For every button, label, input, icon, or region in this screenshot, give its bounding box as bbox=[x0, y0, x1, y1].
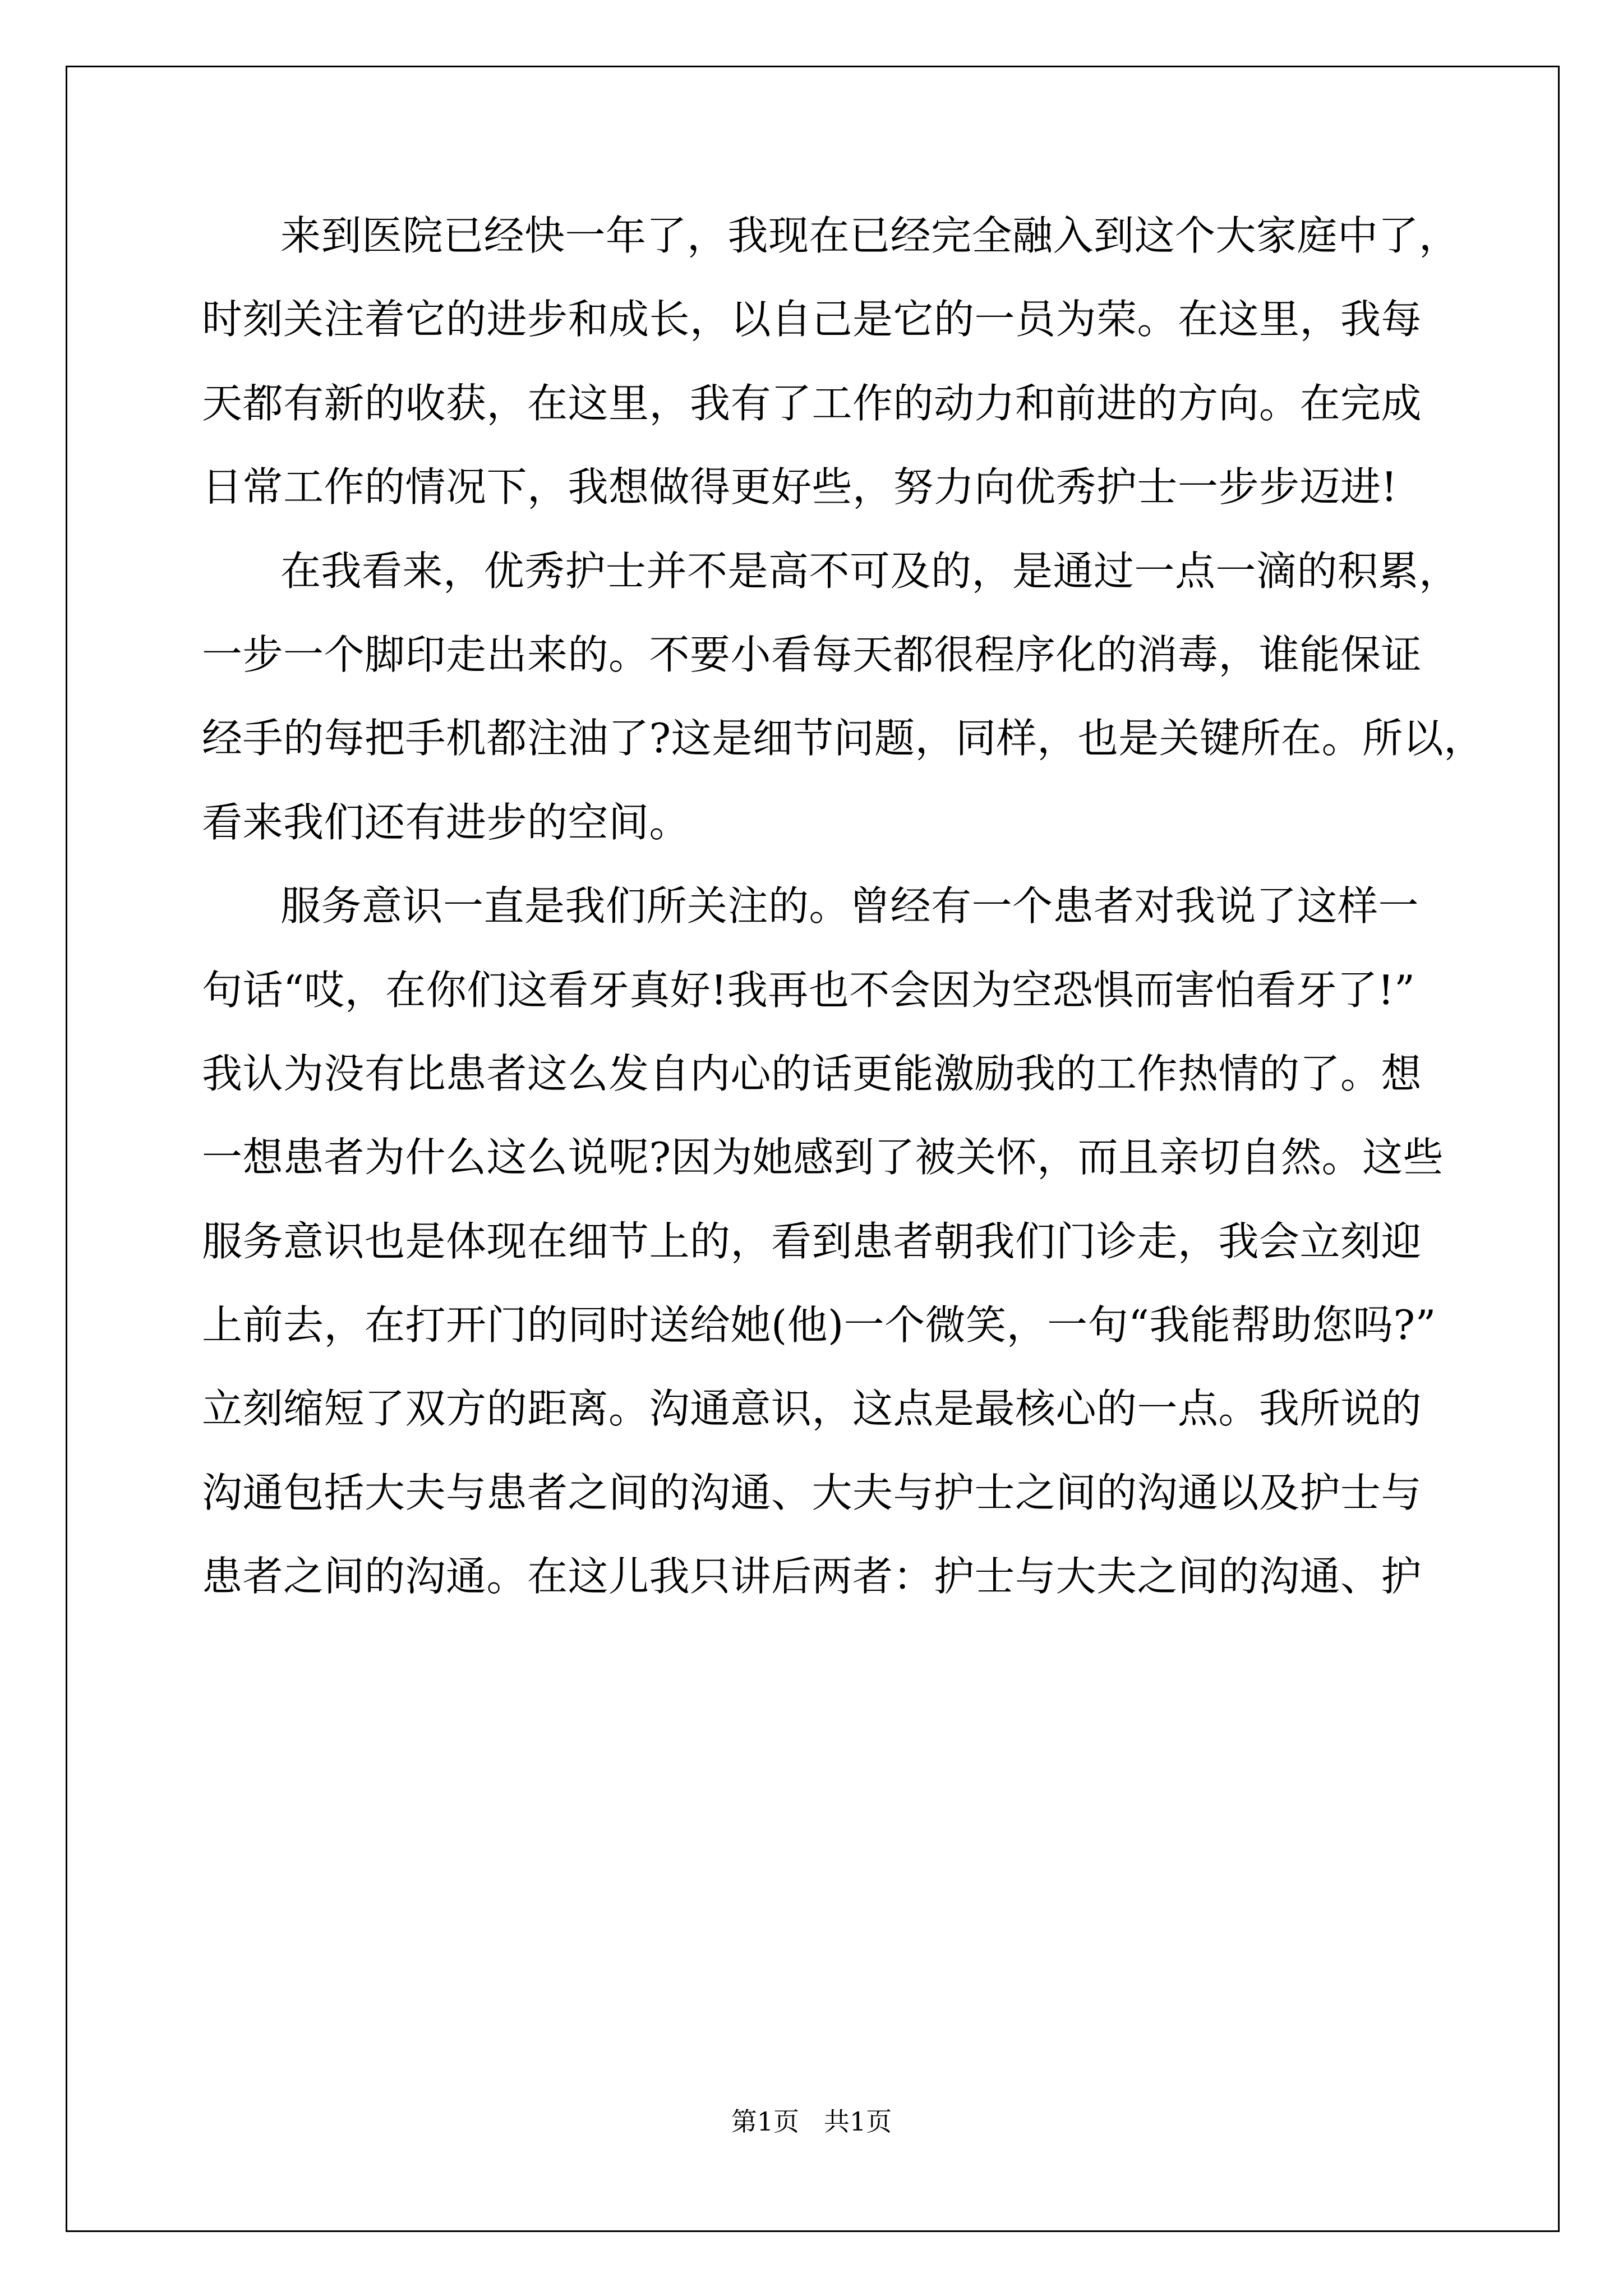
text-line: 一想患者为什么这么说呢?因为她感到了被关怀，而且亲切自然。这些 bbox=[202, 1134, 1444, 1181]
text-line: 患者之间的沟通。在这儿我只讲后两者：护士与大夫之间的沟通、护 bbox=[202, 1553, 1422, 1600]
page-number: 第1页 bbox=[731, 2106, 800, 2137]
text-line: 我认为没有比患者这么发自内心的话更能激励我的工作热情的了。想 bbox=[202, 1050, 1422, 1097]
page-footer bbox=[0, 2105, 1623, 2138]
text-line: 服务意识也是体现在细节上的，看到患者朝我们门诊走，我会立刻迎 bbox=[202, 1217, 1422, 1265]
text-line: 服务意识一直是我们所关注的。曾经有一个患者对我说了这样一 bbox=[280, 882, 1419, 930]
text-line: 在我看来，优秀护士并不是高不可及的，是通过一点一滴的积累， bbox=[280, 547, 1460, 595]
text-line: 一步一个脚印走出来的。不要小看每天都很程序化的消毒，谁能保证 bbox=[202, 631, 1422, 678]
page-total: 共1页 bbox=[823, 2106, 892, 2137]
text-line: 时刻关注着它的进步和成长，以自己是它的一员为荣。在这里，我每 bbox=[202, 296, 1422, 343]
text-line: 立刻缩短了双方的距离。沟通意识，这点是最核心的一点。我所说的 bbox=[202, 1385, 1422, 1433]
text-line: 沟通包括大夫与患者之间的沟通、大夫与护士之间的沟通以及护士与 bbox=[202, 1469, 1422, 1516]
document-body bbox=[202, 208, 1484, 1632]
text-line: 经手的每把手机都注油了?这是细节问题，同样，也是关键所在。所以， bbox=[202, 715, 1484, 762]
text-line: 句话“哎，在你们这看牙真好!我再也不会因为空恐惧而害怕看牙了!” bbox=[202, 966, 1415, 1014]
text-line: 来到医院已经快一年了，我现在已经完全融入到这个大家庭中了， bbox=[280, 212, 1460, 259]
footer-spacer bbox=[799, 2106, 824, 2137]
text-line: 看来我们还有进步的空间。 bbox=[202, 798, 690, 846]
text-line: 天都有新的收获，在这里，我有了工作的动力和前进的方向。在完成 bbox=[202, 379, 1422, 427]
text-line: 上前去，在打开门的同时送给她(他)一个微笑，一句“我能帮助您吗?” bbox=[202, 1301, 1436, 1349]
text-line: 日常工作的情况下，我想做得更好些，努力向优秀护士一步步迈进! bbox=[202, 463, 1398, 511]
